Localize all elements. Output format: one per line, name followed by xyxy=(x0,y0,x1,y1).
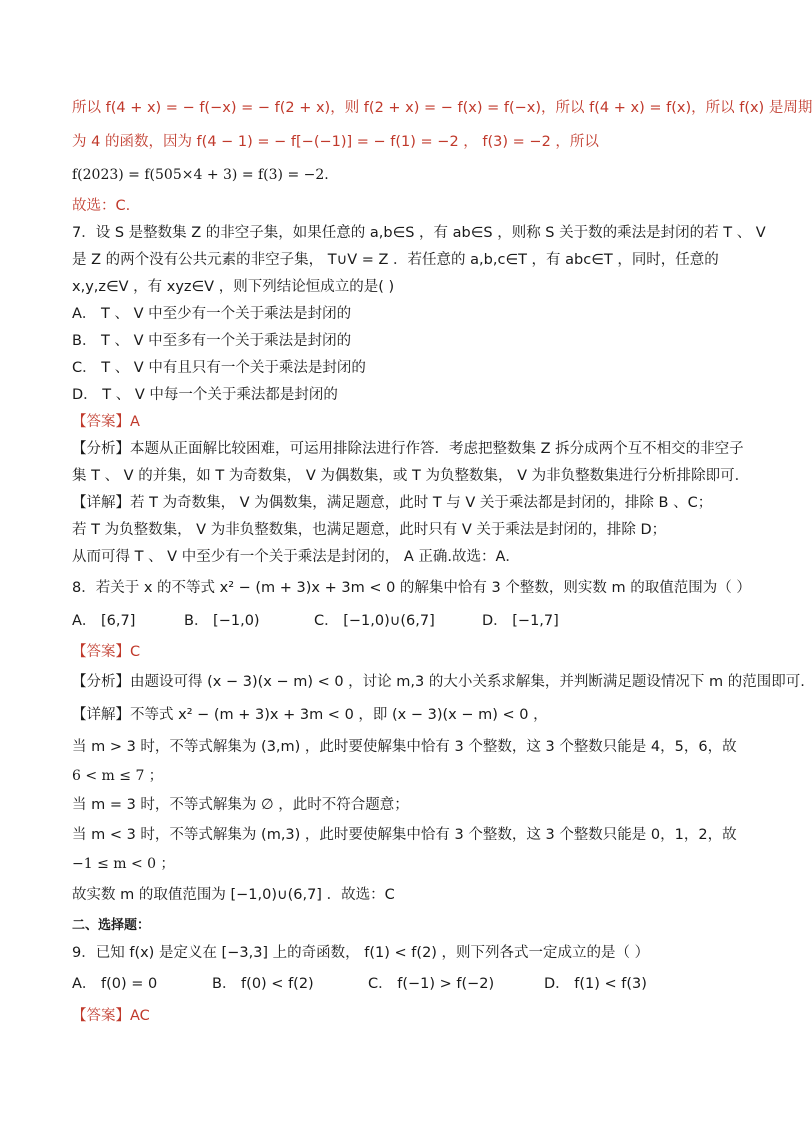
analysis-line-1: 【分析】本题从正面解比较困难，可运用排除法进行作答．考虑把整数集 Z 拆分成两个互不相交的非空子 xyxy=(72,441,744,457)
analysis-line: 【分析】由题设可得 (x − 3)(x − m) < 0 ，讨论 m,3 的大小关系求解集，并判断满足题设情况下 m 的范围即可. xyxy=(72,674,805,690)
section-heading: 二、选择题： xyxy=(72,918,151,933)
question-7-line-2: 是 Z 的两个没有公共元素的非空子集， T∪V = Z ．若任意的 a,b,c∈T ，有 abc∈T ，同时，任意的 xyxy=(72,252,719,268)
question-8-option-a: A． [6,7] xyxy=(72,613,136,629)
question-7-option-a: A． T 、 V 中至少有一个关于乘法是封闭的 xyxy=(72,306,352,322)
detail-line-6: −1 ≤ m < 0 ； xyxy=(72,856,175,872)
detail-line-5: 当 m < 3 时，不等式解集为 (m,3) ，此时要使解集中恰有 3 个整数，这 3 个整数只能是 0，1，2，故 xyxy=(72,827,737,843)
analysis-line-2: 集 T 、 V 的并集，如 T 为奇数集， V 为偶数集，或 T 为负整数集， V 为非负整数集进行分析排除即可． xyxy=(72,468,750,484)
question-9-option-d: D． f(1) < f(3) xyxy=(544,976,647,992)
question-9-option-b: B． f(0) < f(2) xyxy=(212,976,314,992)
question-7-option-b: B． T 、 V 中至多有一个关于乘法是封闭的 xyxy=(72,333,352,349)
detail-line-3: 从而可得 T 、 V 中至少有一个关于乘法是封闭的， A 正确.故选：A． xyxy=(72,549,520,565)
question-7-line-1: 7．设 S 是整数集 Z 的非空子集，如果任意的 a,b∈S ，有 ab∈S ，则称 S 关于数的乘法是封闭的若 T 、 V xyxy=(72,225,766,241)
detail-line-1: 【详解】不等式 x² − (m + 3)x + 3m < 0 ，即 (x − 3)(x − m) < 0 ， xyxy=(72,707,548,723)
question-7-line-3: x,y,z∈V ，有 xyz∈V ，则下列结论恒成立的是( ) xyxy=(72,279,395,295)
question-8-options xyxy=(72,611,732,631)
answer-label: 【答案】C xyxy=(72,644,141,660)
question-9-stem: 9．已知 f(x) 是定义在 [−3,3] 上的奇函数， f(1) < f(2) ，则下列各式一定成立的是（ ） xyxy=(72,945,650,961)
solution-line-2: 为 4 的函数，因为 f(4 − 1) = − f[−(−1)] = − f(1) = −2 ， f(3) = −2 ，所以 xyxy=(72,134,599,150)
answer-label: 【答案】AC xyxy=(72,1008,150,1024)
answer-label: 【答案】A xyxy=(72,414,140,430)
question-9-option-a: A． f(0) = 0 xyxy=(72,976,158,992)
question-8-option-c: C． [−1,0)∪(6,7] xyxy=(314,613,435,629)
question-7-option-d: D． T 、 V 中每一个关于乘法都是封闭的 xyxy=(72,387,338,403)
question-7-option-c: C． T 、 V 中有且只有一个关于乘法是封闭的 xyxy=(72,360,366,376)
detail-line-1: 【详解】若 T 为奇数集， V 为偶数集，满足题意，此时 T 与 V 关于乘法都是封闭的，排除 B 、C； xyxy=(72,495,713,511)
solution-line-1: 所以 f(4 + x) = − f(−x) = − f(2 + x)，则 f(2 + x) = − f(x) = f(−x)，所以 f(4 + x) = f(x)，所以 f(x) 是周期 xyxy=(72,100,812,116)
question-8-stem: 8．若关于 x 的不等式 x² − (m + 3)x + 3m < 0 的解集中恰有 3 个整数，则实数 m 的取值范围为（ ） xyxy=(72,580,751,596)
detail-line-4: 当 m = 3 时，不等式解集为 ∅ ，此时不符合题意； xyxy=(72,797,409,813)
detail-line-3: 6 < m ≤ 7 ； xyxy=(72,768,163,784)
question-9-options xyxy=(72,974,732,994)
question-8-option-d: D． [−1,7] xyxy=(482,613,559,629)
detail-line-2: 当 m > 3 时，不等式解集为 (3,m) ，此时要使解集中恰有 3 个整数，这 3 个整数只能是 4，5，6，故 xyxy=(72,739,737,755)
question-8-option-b: B． [−1,0) xyxy=(184,613,260,629)
answer-choice-line: 故选：C. xyxy=(72,198,131,214)
detail-line-7: 故实数 m 的取值范围为 [−1,0)∪(6,7] ．故选：C xyxy=(72,887,395,903)
question-9-option-c: C． f(−1) > f(−2) xyxy=(368,976,495,992)
detail-line-2: 若 T 为负整数集， V 为非负整数集，也满足题意，此时只有 V 关于乘法是封闭的，排除 D； xyxy=(72,522,667,538)
solution-line-3: f(2023) = f(505×4 + 3) = f(3) = −2. xyxy=(72,167,329,183)
